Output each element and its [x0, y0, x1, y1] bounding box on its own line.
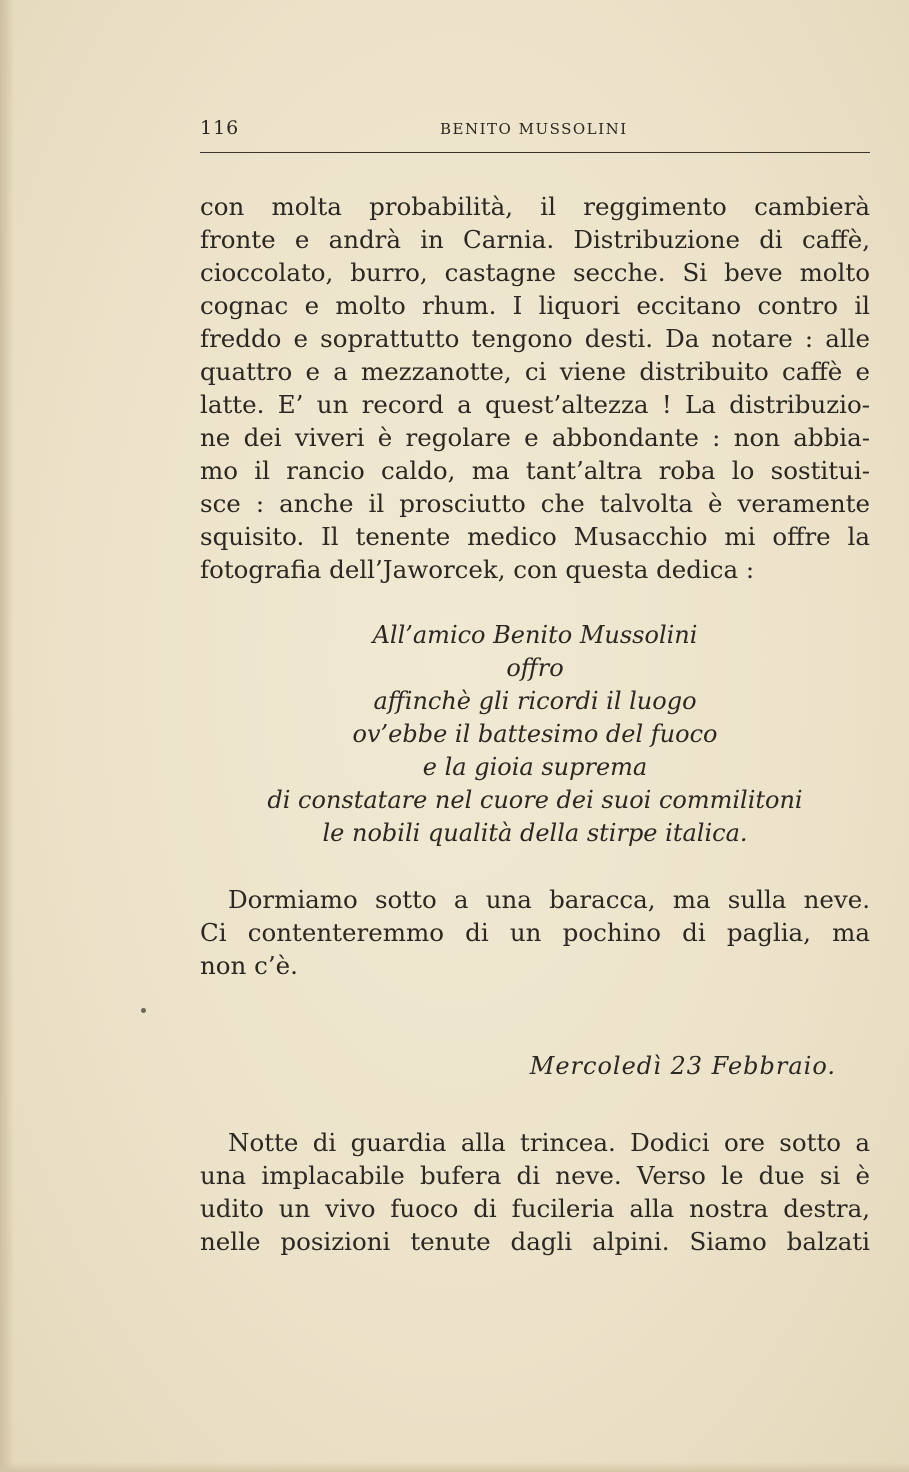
dedication [200, 619, 870, 850]
text-line: quattro e a mezzanotte, ci viene distribuito caffè e [200, 357, 870, 386]
page-header [200, 117, 870, 141]
running-head: BENITO MUSSOLINI [440, 120, 628, 138]
dedication-line: affinchè gli ricordi il luogo [373, 687, 697, 715]
text-line: freddo e soprattutto tengono desti. Da notare : alle [200, 324, 870, 353]
ink-speck [141, 1008, 146, 1013]
text-line: fotografia dell’Jaworcek, con questa dedica : [200, 555, 755, 584]
text-line: udito un vivo fuoco di fucileria alla nostra destra, [200, 1194, 870, 1223]
dedication-line: All’amico Benito Mussolini [372, 621, 698, 649]
dedication-line: offro [506, 654, 564, 682]
text-line: con molta probabilità, il reggimento cambierà [200, 192, 870, 221]
dedication-line: ov’ebbe il battesimo del fuoco [352, 720, 718, 748]
dateline: Mercoledì 23 Febbraio. [529, 1052, 836, 1080]
dedication-line: le nobili qualità della stirpe italica. [322, 819, 748, 847]
page-number: 116 [200, 117, 240, 139]
page-edge-shadow [0, 0, 14, 1472]
paragraph-1 [200, 190, 870, 586]
dedication-line: di constatare nel cuore dei suoi commilitoni [267, 786, 803, 814]
text-line: ne dei viveri è regolare e abbondante : non abbia- [200, 423, 870, 452]
text-line: mo il rancio caldo, ma tant’altra roba lo sostitui- [200, 456, 870, 485]
text-line: Ci contenteremmo di un pochino di paglia, ma [200, 918, 870, 947]
text-line: una implacabile bufera di neve. Verso le due si è [200, 1161, 870, 1190]
text-line: cognac e molto rhum. I liquori eccitano contro il [200, 291, 870, 320]
text-line: non c’è. [200, 951, 298, 980]
paragraph-2 [200, 883, 870, 982]
dedication-line: e la gioia suprema [422, 753, 648, 781]
text-line: Dormiamo sotto a una baracca, ma sulla neve. [228, 885, 870, 914]
text-line: latte. E’ un record a quest’altezza ! La distribuzio- [200, 390, 870, 419]
text-line: Notte di guardia alla trincea. Dodici ore sotto a [228, 1128, 870, 1157]
header-rule [200, 152, 870, 153]
text-line: nelle posizioni tenute dagli alpini. Siamo balzati [200, 1227, 870, 1256]
text-line: sce : anche il prosciutto che talvolta è veramente [200, 489, 870, 518]
text-line: fronte e andrà in Carnia. Distribuzione di caffè, [200, 225, 870, 254]
text-line: cioccolato, burro, castagne secche. Si beve molto [200, 258, 870, 287]
text-line: squisito. Il tenente medico Musacchio mi offre la [200, 522, 870, 551]
paragraph-3 [200, 1126, 870, 1258]
page-bottom-shadow [0, 1462, 909, 1472]
